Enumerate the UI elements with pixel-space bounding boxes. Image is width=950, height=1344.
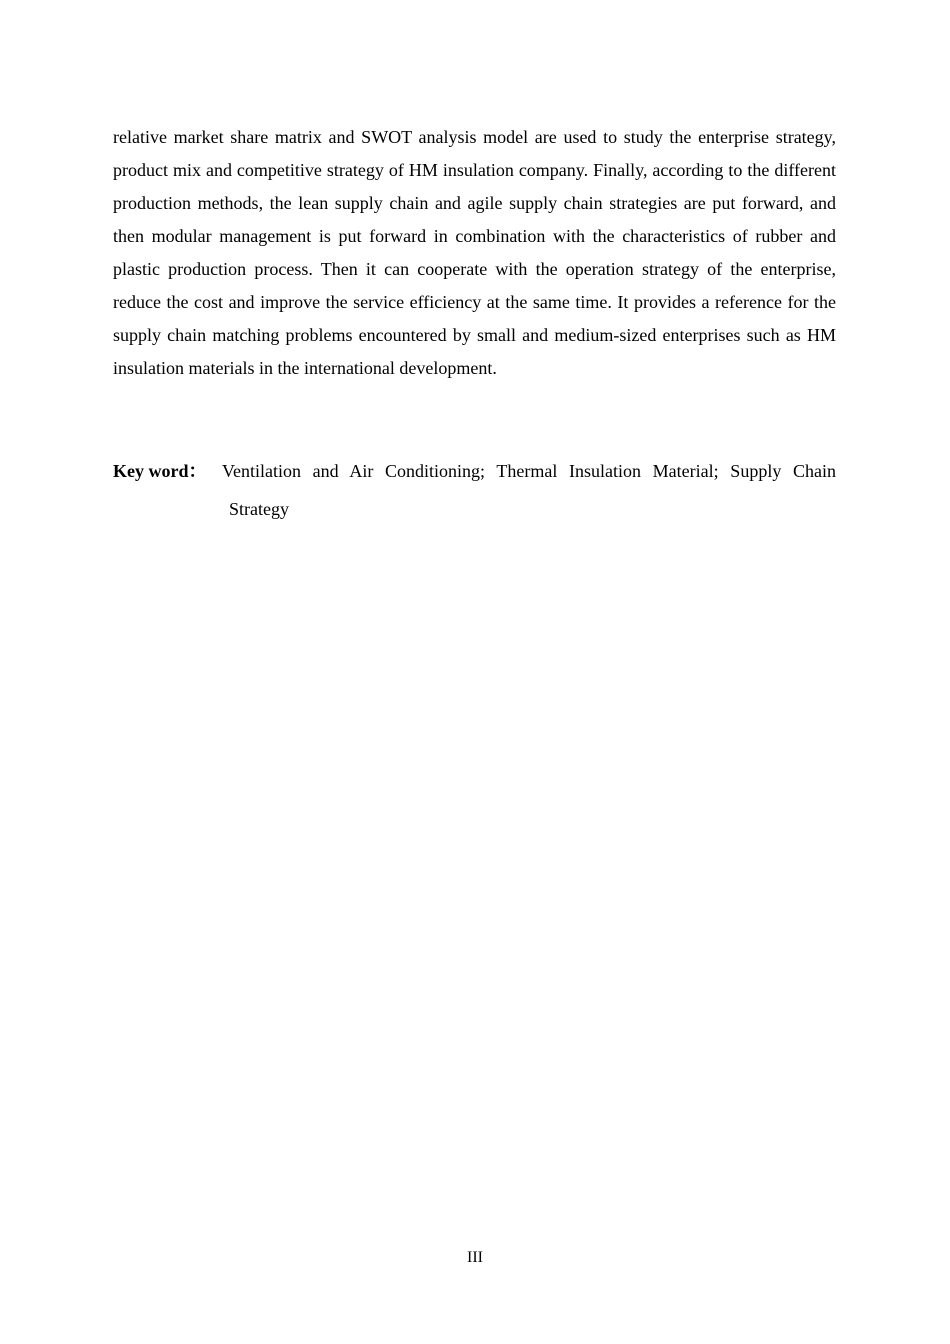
abstract-paragraph: relative market share matrix and SWOT analysis model are used to study the enterprise strategy, product mix and competitive strategy of HM insulation company. Finally, according to the different production methods, the lean supply chain and agile supply chain strategies are put forward, and then modular management is put forward in combination with the characteristics of rubber and plastic production process. Then it can cooperate with the operation strategy of the enterprise, reduce the cost and improve the service efficiency at the same time. It provides a reference for the supply chain matching problems encountered by small and medium-sized enterprises such as HM insulation materials in the international development.: [113, 127, 836, 378]
keywords-text: [222, 452, 836, 528]
keywords-line-1: Ventilation and Air Conditioning; Thermal Insulation Material; Supply Chain: [222, 461, 836, 481]
page-number: III: [467, 1249, 483, 1266]
keywords-line-2: Strategy: [229, 499, 289, 519]
keywords-label: Key word：: [113, 461, 207, 481]
keywords-section: [113, 452, 836, 528]
